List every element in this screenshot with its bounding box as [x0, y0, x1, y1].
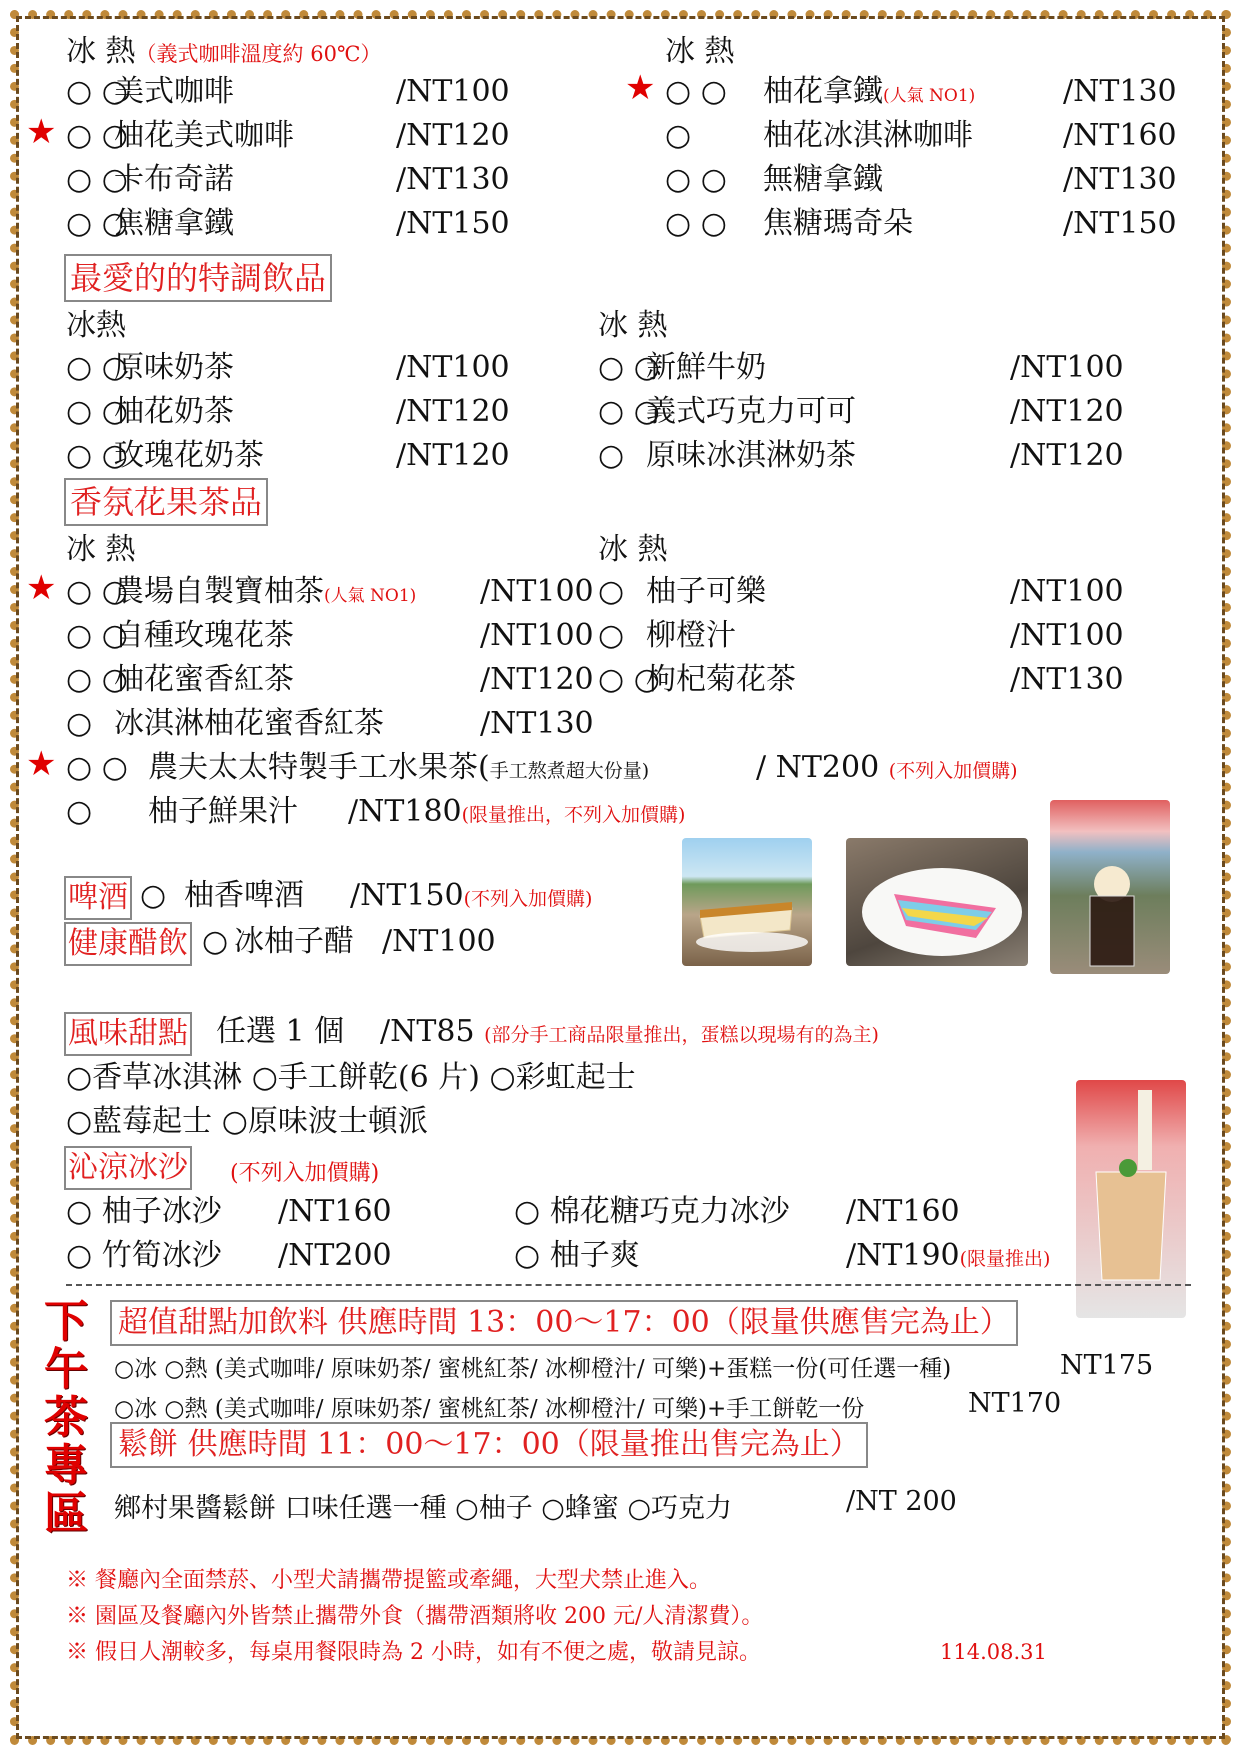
option-circles: ○ ○	[66, 438, 128, 473]
smoothie-name: ○ 棉花糖巧克力冰沙	[514, 1194, 790, 1229]
option-circles: ○	[598, 438, 625, 473]
pomelo-juice-price-text: /NT180	[348, 794, 462, 829]
option-circles: ○	[665, 118, 692, 153]
item-name-text: 無糖拿鐵	[763, 162, 883, 197]
note-1: ※ 餐廳內全面禁菸、小型犬請攜帶提籃或牽繩，大型犬禁止進入。	[66, 1568, 711, 1593]
dessert-line-2: ○藍莓起士 ○原味波士頓派	[66, 1104, 428, 1139]
item-price: /NT130	[396, 162, 510, 197]
option-circles: ○ ○	[665, 74, 727, 109]
option-circles: ○ ○	[66, 74, 128, 109]
star-icon: ★	[625, 68, 656, 108]
smoothie-price-text: /NT160	[278, 1194, 392, 1229]
pomelo-juice-options: ○	[66, 794, 93, 829]
dessert-extra: (部分手工商品限量推出，蛋糕以現場有的為主)	[484, 1024, 879, 1046]
beer-row	[140, 876, 660, 916]
beer-price	[350, 876, 592, 919]
smoothie-row	[66, 1192, 506, 1232]
smoothie-name: ○ 柚子爽	[514, 1238, 640, 1273]
item-name	[646, 392, 856, 432]
tea.left_items-row	[66, 572, 626, 612]
smoothie-row	[66, 1236, 506, 1276]
item-name-text: 柚花冰淇淋咖啡	[763, 118, 973, 153]
vinegar-label: 健康醋飲	[64, 922, 192, 966]
dessert-line-1: ○香草冰淇淋 ○手工餅乾(6 片) ○彩虹起士	[66, 1060, 636, 1095]
coffee-left-header-text: 冰 熱	[66, 34, 136, 69]
item-price: /NT120	[1010, 438, 1124, 473]
item-price: /NT120	[396, 118, 510, 153]
beer-price-text: /NT150	[350, 878, 464, 913]
cake-photo-2	[846, 838, 1028, 966]
item-name-text: 義式巧克力可可	[646, 394, 856, 429]
special.right_items-row	[598, 348, 1158, 388]
vertical-title-char: 茶	[44, 1392, 88, 1443]
smoothie-label: 沁涼冰沙	[64, 1146, 192, 1190]
note-2: ※ 園區及餐廳內外皆禁止攜帶外食（攜帶酒類將收 200 元/人清潔費）。	[66, 1604, 764, 1629]
item-price: /NT120	[1010, 394, 1124, 429]
option-circles: ○ ○	[598, 662, 660, 697]
coffee.right_items-row	[665, 160, 1225, 200]
tea.left_items-row	[66, 660, 626, 700]
item-name-text: 自種玫瑰花茶	[114, 618, 294, 653]
waffle-price: /NT 200	[846, 1486, 957, 1517]
vertical-title-char: 下	[44, 1296, 88, 1347]
dessert-price-text: /NT85	[380, 1014, 475, 1049]
coffee-temp-note: （義式咖啡溫度約 60℃）	[135, 42, 382, 66]
item-name-text: 冰淇淋柚花蜜香紅茶	[114, 706, 384, 741]
afternoon-tea-vertical-title	[40, 1298, 92, 1538]
item-name-text: 枸杞菊花茶	[646, 662, 796, 697]
option-circles: ○ ○	[665, 206, 727, 241]
item-price: /NT120	[396, 394, 510, 429]
item-name	[114, 704, 384, 744]
vinegar-options: ○	[202, 924, 229, 959]
star-icon: ★	[26, 112, 57, 152]
tea-title: 香氛花果茶品	[64, 478, 268, 526]
option-circles: ○ ○	[66, 206, 128, 241]
item-name-text: 原味奶茶	[114, 350, 234, 385]
fruit-tea-name	[148, 748, 649, 791]
coffee.right_items-row	[665, 72, 1225, 112]
smoothie-price-text: /NT160	[846, 1194, 960, 1229]
smoothie-price	[846, 1236, 1050, 1279]
item-price: /NT160	[1063, 118, 1177, 153]
item-name	[114, 116, 294, 156]
fruit-tea-note: 手工熬煮超大份量)	[489, 760, 650, 782]
item-name	[114, 616, 294, 656]
item-price: /NT100	[480, 618, 594, 653]
item-price: /NT100	[1010, 574, 1124, 609]
vertical-title-char: 專	[44, 1440, 88, 1491]
coffee.left_items-row	[66, 72, 626, 112]
vinegar-price: /NT100	[382, 924, 496, 959]
coffee.left_items-row	[66, 160, 626, 200]
item-name	[763, 204, 913, 244]
item-badge: (人氣 NO1)	[324, 586, 417, 606]
star-icon: ★	[26, 744, 57, 784]
tea-right-header: 冰 熱	[598, 532, 668, 567]
smoothie-price	[846, 1192, 960, 1232]
special.left_items-row	[66, 436, 626, 476]
coffee.right_items-row	[665, 116, 1225, 156]
combo-2-price: NT170	[968, 1388, 1062, 1419]
iced-coffee-icon	[1050, 800, 1170, 974]
special.left_items-row	[66, 392, 626, 432]
cake-slice-icon	[682, 838, 812, 966]
item-name	[763, 72, 975, 116]
option-circles: ○	[66, 706, 93, 741]
divider	[66, 1284, 1191, 1286]
coffee-left-header	[66, 32, 381, 74]
coffee.right_items-row	[665, 204, 1225, 244]
fruit-tea-row	[66, 748, 1066, 788]
option-circles: ○	[598, 618, 625, 653]
smoothie-extra-note: (限量推出)	[959, 1248, 1051, 1270]
combo-1	[114, 1350, 951, 1383]
smoothie-price	[278, 1192, 392, 1232]
menu-date: 114.08.31	[940, 1640, 1047, 1664]
special.right_items-row	[598, 392, 1158, 432]
item-name-text: 焦糖瑪奇朵	[763, 206, 913, 241]
option-circles: ○ ○	[66, 162, 128, 197]
tea.right_items-row	[598, 616, 1158, 656]
option-circles: ○ ○	[66, 618, 128, 653]
vertical-title-char: 午	[44, 1344, 88, 1395]
coffee.left_items-row	[66, 204, 626, 244]
coffee.left_items-row	[66, 116, 626, 156]
special-left-header: 冰熱	[66, 308, 126, 343]
item-name-text: 原味冰淇淋奶茶	[646, 438, 856, 473]
rainbow-cake-icon	[846, 838, 1028, 966]
fruit-tea-name-text: 農夫太太特製手工水果茶(	[148, 750, 490, 785]
beer-name: 柚香啤酒	[184, 878, 304, 913]
item-price: /NT100	[396, 74, 510, 109]
option-circles: ○ ○	[66, 350, 128, 385]
smoothie-price-text: /NT190	[846, 1238, 960, 1273]
item-name	[114, 436, 264, 476]
dessert-label: 風味甜點	[64, 1012, 192, 1056]
dessert-price	[380, 1012, 879, 1055]
smoothie-price-text: /NT200	[278, 1238, 392, 1273]
smoothie-name: ○ 柚子冰沙	[66, 1194, 222, 1229]
beer-label: 啤酒	[64, 876, 132, 920]
item-price: /NT130	[1063, 74, 1177, 109]
vertical-title-char: 區	[44, 1488, 88, 1539]
item-price: /NT120	[396, 438, 510, 473]
item-price: /NT100	[480, 574, 594, 609]
tea.left_items-row	[66, 704, 626, 744]
item-price: /NT120	[480, 662, 594, 697]
combo-1-price: NT175	[1060, 1350, 1154, 1381]
note-3: ※ 假日人潮較多，每桌用餐限時為 2 小時，如有不便之處，敬請見諒。	[66, 1640, 761, 1665]
fruit-tea-price	[756, 748, 1018, 791]
item-name-text: 玫瑰花奶茶	[114, 438, 264, 473]
option-circles: ○ ○	[66, 118, 128, 153]
item-price: /NT130	[1010, 662, 1124, 697]
item-badge: (人氣 NO1)	[883, 86, 976, 106]
tea.right_items-row	[598, 572, 1158, 612]
item-price: /NT100	[396, 350, 510, 385]
waffle-title: 鬆餅 供應時間 11：00～17：00（限量推出售完為止）	[110, 1422, 868, 1468]
item-name	[646, 572, 766, 612]
special.left_items-row	[66, 348, 626, 388]
combo-2	[114, 1390, 864, 1423]
option-circles: ○ ○	[66, 394, 128, 429]
item-name	[763, 116, 973, 156]
smoothie-photo	[1076, 1080, 1186, 1318]
tea.left_items-row	[66, 616, 626, 656]
combo-2-text: ○冰 ○熱 (美式咖啡/ 原味奶茶/ 蜜桃紅茶/ 冰柳橙汁/ 可樂)+手工餅乾一份	[114, 1396, 865, 1422]
smoothie-glass-icon	[1076, 1080, 1186, 1318]
special-drinks-title: 最愛的的特調飲品	[64, 254, 332, 302]
item-name	[114, 572, 416, 616]
coffee-right-header: 冰 熱	[665, 34, 735, 69]
item-name-text: 柚花奶茶	[114, 394, 234, 429]
item-name	[114, 348, 234, 388]
fruit-tea-extra: (不列入加價購)	[888, 760, 1018, 782]
item-name	[763, 160, 883, 200]
item-name	[646, 616, 736, 656]
special-right-header: 冰 熱	[598, 308, 668, 343]
item-name	[114, 72, 234, 112]
item-name	[114, 160, 234, 200]
smoothie-price	[278, 1236, 392, 1276]
option-circles: ○	[598, 574, 625, 609]
item-name-text: 農場自製寶柚茶	[114, 574, 324, 609]
item-name-text: 柚子可樂	[646, 574, 766, 609]
pomelo-juice-price	[348, 792, 685, 835]
waffle-line: 鄉村果醬鬆餅 口味任選一種 ○柚子 ○蜂蜜 ○巧克力	[114, 1493, 733, 1524]
item-price: /NT100	[1010, 350, 1124, 385]
item-name-text: 柚花蜜香紅茶	[114, 662, 294, 697]
combo-1-text: ○冰 ○熱 (美式咖啡/ 原味奶茶/ 蜜桃紅茶/ 冰柳橙汁/ 可樂)+蛋糕一份(可任選一種)	[114, 1356, 952, 1382]
tea-left-header: 冰 熱	[66, 532, 136, 567]
item-name-text: 美式咖啡	[114, 74, 234, 109]
item-price: /NT150	[1063, 206, 1177, 241]
coffee-float-photo	[1050, 800, 1170, 974]
option-circles: ○ ○	[598, 350, 660, 385]
item-name	[114, 660, 294, 700]
item-name-text: 焦糖拿鐵	[114, 206, 234, 241]
star-icon: ★	[26, 568, 57, 608]
pomelo-juice-extra: (限量推出，不列入加價購)	[461, 804, 686, 826]
cake-photo-1	[682, 838, 812, 966]
item-name-text: 柚花美式咖啡	[114, 118, 294, 153]
tea.right_items-row	[598, 660, 1158, 700]
item-price: /NT100	[1010, 618, 1124, 653]
option-circles: ○ ○	[66, 662, 128, 697]
option-circles: ○ ○	[66, 574, 128, 609]
item-price: /NT130	[1063, 162, 1177, 197]
item-name-text: 新鮮牛奶	[646, 350, 766, 385]
beer-extra: (不列入加價購)	[463, 888, 593, 910]
pomelo-juice-row	[66, 792, 866, 832]
vinegar-name: 冰柚子醋	[234, 924, 354, 959]
item-name-text: 柳橙汁	[646, 618, 736, 653]
smoothie-name: ○ 竹筍冰沙	[66, 1238, 222, 1273]
item-name	[114, 204, 234, 244]
item-name-text: 卡布奇諾	[114, 162, 234, 197]
pomelo-juice-name: 柚子鮮果汁	[148, 794, 298, 829]
item-name	[646, 436, 856, 476]
dessert-choose: 任選 1 個	[216, 1014, 345, 1049]
item-price: /NT130	[480, 706, 594, 741]
item-name-text: 柚花拿鐵	[763, 74, 883, 109]
beer-options: ○	[140, 878, 167, 913]
smoothie-extra: (不列入加價購)	[230, 1161, 380, 1186]
special.right_items-row	[598, 436, 1158, 476]
option-circles: ○ ○	[665, 162, 727, 197]
vinegar-row	[202, 922, 622, 962]
fruit-tea-price-text: / NT200	[756, 750, 880, 785]
smoothie-row	[514, 1192, 960, 1232]
item-name	[646, 660, 796, 700]
item-price: /NT150	[396, 206, 510, 241]
item-name	[114, 392, 234, 432]
combo-title: 超值甜點加飲料 供應時間 13：00～17：00（限量供應售完為止）	[110, 1300, 1018, 1346]
option-circles: ○ ○	[598, 394, 660, 429]
fruit-tea-options: ○ ○	[66, 750, 128, 785]
item-name	[646, 348, 766, 388]
smoothie-row	[514, 1236, 1051, 1276]
dessert-row	[216, 1012, 1016, 1052]
